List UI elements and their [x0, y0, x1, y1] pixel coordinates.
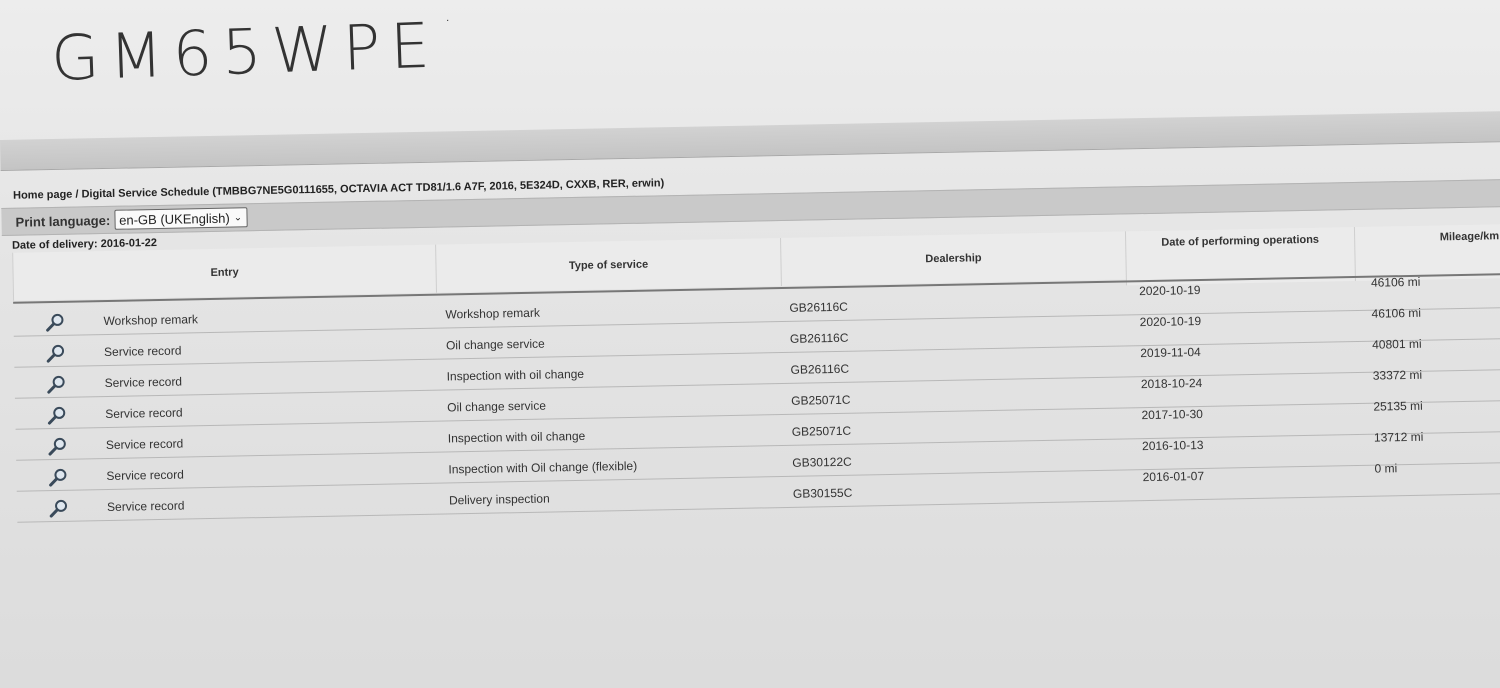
- handwritten-registration: [50, 8, 463, 95]
- entry-cell: Service record: [105, 436, 184, 453]
- dealership-cell: GB26116C: [790, 361, 850, 377]
- date-cell: 2020-10-19: [1139, 313, 1202, 330]
- print-language-value: en-GB (UKEnglish): [119, 210, 230, 228]
- dealership-cell: GB25071C: [791, 392, 851, 408]
- column-header-type-of-service[interactable]: Type of service: [435, 238, 781, 293]
- date-cell: 2016-01-07: [1142, 468, 1205, 485]
- magnifier-icon[interactable]: [48, 436, 68, 456]
- entry-cell: Service record: [106, 498, 185, 515]
- mileage-cell: 40801 mi: [1372, 336, 1422, 352]
- column-header-mileage[interactable]: Mileage/km: [1354, 224, 1500, 281]
- date-cell: 2016-10-13: [1141, 437, 1204, 454]
- dealership-cell: GB30122C: [792, 454, 852, 470]
- column-header-date[interactable]: Date of performing operations: [1125, 227, 1355, 285]
- type-cell: Inspection with oil change: [446, 366, 585, 384]
- print-language-label: Print language:: [15, 212, 111, 230]
- entry-cell: Service record: [104, 374, 183, 391]
- magnifier-icon[interactable]: [46, 343, 66, 363]
- type-cell: Delivery inspection: [448, 491, 550, 508]
- magnifier-icon[interactable]: [48, 467, 68, 487]
- print-language-select[interactable]: [114, 207, 247, 230]
- type-cell: Inspection with oil change: [447, 428, 586, 446]
- type-cell: Workshop remark: [445, 305, 541, 322]
- entry-cell: Service record: [105, 405, 183, 422]
- mileage-cell: 33372 mi: [1372, 367, 1423, 383]
- entry-cell: Workshop remark: [103, 312, 199, 329]
- chevron-down-icon: ⌄: [233, 211, 243, 224]
- dealership-cell: GB26116C: [789, 330, 849, 346]
- dealership-cell: GB30155C: [792, 485, 853, 501]
- magnifier-icon[interactable]: [47, 405, 67, 425]
- ink-dot: ·: [444, 7, 462, 33]
- type-cell: Inspection with Oil change (flexible): [448, 458, 638, 477]
- magnifier-icon[interactable]: [49, 498, 69, 518]
- dealership-cell: GB26116C: [789, 299, 848, 315]
- breadcrumb-home-link[interactable]: Home page: [12, 188, 73, 202]
- date-cell: 2020-10-19: [1138, 282, 1201, 299]
- magnifier-icon[interactable]: [45, 312, 65, 332]
- breadcrumb-separator: /: [72, 188, 82, 201]
- mileage-cell: 25135 mi: [1373, 398, 1423, 414]
- top-bar: [0, 111, 1500, 171]
- column-header-entry[interactable]: Entry: [12, 245, 436, 301]
- breadcrumb-current: Digital Service Schedule (TMBBG7NE5G0111655, OCTAVIA ACT TD81/1.6 A7F, 2016, 5E324D, CXXB, RER, erwin): [81, 177, 665, 201]
- type-cell: Oil change service: [447, 398, 547, 415]
- date-of-delivery: Date of delivery: 2016-01-22: [11, 237, 158, 252]
- type-cell: Oil change service: [445, 336, 545, 353]
- date-cell: 2017-10-30: [1141, 406, 1204, 423]
- column-header-dealership[interactable]: Dealership: [780, 231, 1126, 286]
- entry-cell: Service record: [103, 343, 182, 360]
- mileage-cell: 46106 mi: [1371, 305, 1422, 321]
- date-cell: 2019-11-04: [1140, 344, 1201, 361]
- date-cell: 2018-10-24: [1140, 375, 1203, 392]
- service-schedule-page: [0, 111, 1500, 560]
- magnifier-icon[interactable]: [47, 374, 67, 394]
- mileage-cell: 46106 mi: [1370, 274, 1421, 290]
- handwritten-text: GM65WPE: [50, 8, 441, 95]
- mileage-cell: 13712 mi: [1373, 429, 1424, 445]
- dealership-cell: GB25071C: [791, 423, 852, 439]
- mileage-cell: 0 mi: [1374, 461, 1398, 476]
- entry-cell: Service record: [106, 467, 184, 484]
